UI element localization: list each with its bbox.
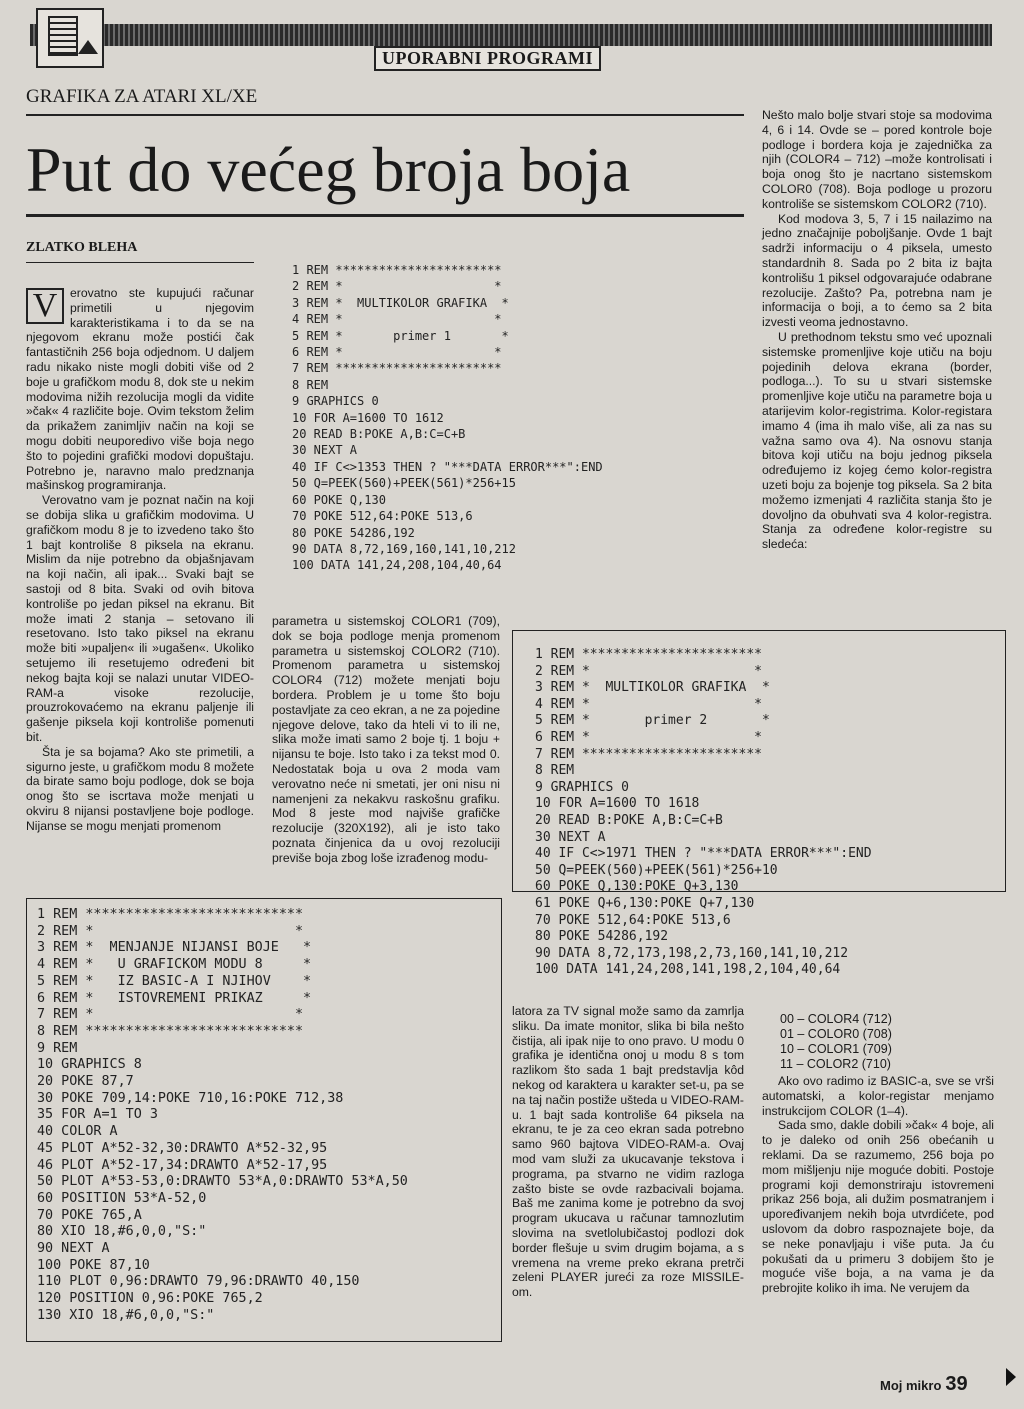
article-column-2 [272, 614, 500, 866]
rule [26, 262, 254, 263]
paragraph: Ako ovo radimo iz BASIC-a, sve se vrši automatski, a kolor-registar menjamo instrukcijom COLOR (1–4). [762, 1074, 994, 1118]
paragraph: Sada smo, dakle dobili »čak« 4 boje, ali to je daleko od onih 256 obećanih u reklami. Da se razumemo, 256 boja po mom mišljenju nije moguće dobiti. Postoje programi koji demonstriraju istovremeni prikaz 256 boja, ali dužim posmatranjem i upoređivanjem nekih boja utvrdićete, pod uslovom da dobro raspoznajete boje, da se neke ponavljaju i više puta. Ja ću pokušati da u primeru 3 dobijem što je moguće više boja, a na vama je da prebrojite koliko ih ima. Ne verujem da [762, 1118, 994, 1296]
paragraph: U prethodnom tekstu smo već upoznali sistemske promenljive koje utiču na boju pojedinih delova ekrana (border, podloga...). To su u stvari sistemske promenljive koje utiču na parametre boja u atarijevim kolor-registrima. Kolor-registara imamo 4 (ima ih malo više, ali za nas su važna samo ova 4). Na osnovu stanja bitova koji utiču na boju jednog piksela određujemo iz kojeg ćemo kolor-registra uzeti boju za bojenje tog piksela. Sa 2 bita možemo izmenjati 4 različita stanja što je dovoljno da obuhvati sva 4 kolor-registra. Stanja za određene kolor-registre su sledeća: [762, 329, 992, 552]
page-number: 39 [945, 1373, 968, 1395]
color-register-item: 10 – COLOR1 (709) [780, 1042, 892, 1056]
article-column-3 [762, 108, 992, 552]
paragraph: erovatno ste kupujući računar primetili u njegovim karakteristikama i to da se na njegovom ekranu može postići čak fantastičnih 256 boja odjednom. U daljem radu nikako niste mogli dobiti više od 2 boje u grafičkom modu 8, dok ste u nekim modovima nižih rezolucija mogli da vidite »čak« 4 različite boje. Ovim tekstom želim da prikažem zanimljiv način na koji se mogu dobiti neuporedivo više boja nego što to pojedini grafički modovi dopuštaju. Potrebno je, naravno malo predznanja mašinskog programiranja. [26, 286, 254, 493]
paragraph: Kod modova 3, 5, 7 i 15 nailazimo na jedno značajnije poboljšanje. Ovde 1 bajt sadrži informaciju o 4 piksela, umesto standardnih 8. Sada po 2 bita iz bajta kontrolišu 1 piksel odgovarajuće odabrane rezolucije. Zašto? Pa, potrebna nam je informacija o boji, a to ćemo sa 2 bita izvesti veoma jednostavno. [762, 211, 992, 330]
continue-arrow-icon [1006, 1368, 1016, 1386]
article-column-4 [512, 1004, 744, 1300]
code-listing-primer-2: 1 REM *********************** 2 REM * * 3 REM * MULTIKOLOR GRAFIKA * 4 REM * * 5 REM * primer 2 * 6 REM * * 7 REM *********************** 8 REM 9 GRAPHICS 0 10 FOR A=1600 TO 1618 20 READ B:POKE A,B:C=C+B 30 NEXT A 40 IF C<>1971 THEN ? "***DATA ERROR***":END 50 Q=PEEK(560)+PEEK(561)*256+10 60 POKE Q,130:POKE Q+3,130 61 POKE Q+6,130:POKE Q+7,130 70 POKE 512,64:POKE 513,6 80 POKE 54286,192 90 DATA 8,72,173,198,2,73,160,141,10,212 100 DATA 141,24,208,141,198,2,104,40,64 [535, 647, 872, 978]
paragraph: Verovatno vam je poznat način na koji se dobija slika u grafičkim modovima. U grafičkom modu 8 je to izvedeno tako što 1 bajt kontroliše 8 piksela na ekranu. Mislim da nije potrebno da objašnjavam na koji način, ali ipak... Svaki bajt se sastoji od 8 bita. Svaki od ovih bitova kontroliše po jedan piksel na ekranu. Bit može imati 2 stanja – setovano ili resetovano. Isto tako piksel na ekranu može biti »upaljen« ili »ugašen«. Ukoliko setujemo ili resetujemo određeni bit nekog bajta koji se nalazi unutar VIDEO-RAM-a visoke rezolucije, prouzrokovaćemo na ekranu paljenje ili gašenje piksela koji kontroliše pomenuti bit. [26, 493, 254, 744]
paragraph: parametra u sistemskoj COLOR1 (709), dok se boja podloge menja promenom parametra u sistemskoj COLOR2 (710). Promenom parametra u sistemskoj COLOR4 (712) možete menjati boju bordera. Problem je u tome što boju postavljate za ceo ekran, a ne za pojedine njegove delove, tako da hteli vi to ili ne, slika može imati samo 2 boje tj. 1 boju + nijansu te boje. Isto tako i za tekst mod 0. Nedostatak boja u ova 2 moda vam verovatno neće ni smetati, jer oni nisu ni namenjeni za nekakvu raskošnu grafiku. Mod 8 jeste mod najviše grafičke rezolucije (320X192), ali je isto tako poznata činjenica da u ovoj rezoluciji previše boja zbog loše izrađenog modu- [272, 614, 500, 865]
color-register-item: 11 – COLOR2 (710) [780, 1057, 891, 1071]
author: ZLATKO BLEHA [26, 240, 138, 255]
section-logo [36, 8, 104, 68]
code-listing-primer-1: 1 REM *********************** 2 REM * * 3 REM * MULTIKOLOR GRAFIKA * 4 REM * * 5 REM * primer 1 * 6 REM * * 7 REM *********************** 8 REM 9 GRAPHICS 0 10 FOR A=1600 TO 1612 20 READ B:POKE A,B:C=C+B 30 NEXT A 40 IF C<>1353 THEN ? "***DATA ERROR***":END 50 Q=PEEK(560)+PEEK(561)*256+15 60 POKE Q,130 70 POKE 512,64:POKE 513,6 80 POKE 54286,192 90 DATA 8,72,169,160,141,10,212 100 DATA 141,24,208,104,40,64 [292, 263, 603, 573]
color-register-item: 00 – COLOR4 (712) [780, 1012, 892, 1026]
color-register-item: 01 – COLOR0 (708) [780, 1027, 892, 1041]
code-listing-nijanse: 1 REM *************************** 2 REM * * 3 REM * MENJANJE NIJANSI BOJE * 4 REM * U GRAFICKOM MODU 8 * 5 REM * IZ BASIC-A I NJIHOV * 6 REM * ISTOVREMENI PRIKAZ * 7 REM * * 8 REM *************************** 9 REM 10 GRAPHICS 8 20 POKE 87,7 30 POKE 709,14:POKE 710,16:POKE 712,38 35 FOR A=1 TO 3 40 COLOR A 45 PLOT A*52-32,30:DRAWTO A*52-32,95 46 PLOT A*52-17,34:DRAWTO A*52-17,95 50 PLOT A*53-53,0:DRAWTO 53*A,0:DRAWTO 53*A,50 60 POSITION 53*A-52,0 70 POKE 765,A 80 XIO 18,#6,0,0,"S:" 90 NEXT A 100 POKE 87,10 110 PLOT 0,96:DRAWTO 79,96:DRAWTO 40,150 120 POSITION 0,96:POKE 765,2 130 XIO 18,#6,0,0,"S:" [37, 907, 408, 1323]
kicker: GRAFIKA ZA ATARI XL/XE [26, 86, 258, 107]
header-decor-bar [30, 24, 992, 46]
paragraph: Nešto malo bolje stvari stoje sa modovima 4, 6 i 14. Ovde se – pored kontrole boje podloge i bordera koja je zajednička za njih (COLOR4 – 712) –može kontrolisati i boja onog što je nacrtano sistemskom COLOR0 (708). Boja podloge u prozoru kontroliše se sistemskom COLOR2 (710). [762, 108, 992, 211]
paragraph: Šta je sa bojama? Ako ste primetili, a sigurno jeste, u grafičkom modu 8 možete da birate samo boju podloge, dok se boja onog što se iscrtava može menjati u okviru 8 nijansi postavljene boje podloge. Nijanse se mogu menjati promenom [26, 744, 254, 833]
headline: Put do većeg broja boja [26, 134, 631, 205]
article-column-1 [26, 286, 254, 833]
rule [26, 214, 744, 217]
page-footer [880, 1373, 968, 1396]
dropcap: V [26, 288, 64, 324]
code-listing-box-2 [512, 630, 1006, 978]
code-listing-box-3 [26, 898, 502, 1342]
color-register-list [780, 1012, 990, 1072]
paragraph: latora za TV signal može samo da zamrlja sliku. Da imate monitor, slika bi bila nešto čistija, ali ipak nije to ono pravo. U modu 0 grafika je identična onoj u modu 8 s tom razlikom što sada 1 bajt predstavlja kôd nekog od karaktera u karakter set-u, pa se na taj način postiže ušteda u VIDEO-RAM-u. 1 bajt sada kontroliše 64 piksela na ekranu, te je za ceo ekran sada potrebno samo 960 bajtova VIDEO-RAM-a. Ovaj mod vam služi za ukucavanje tekstova i programa, pa stvarno ne vidim razloga zašto biste se ovde razbacivali bojama. Baš me zanima kome je potrebno da svoj program ukucava u računar tamnozlutim slovima na svetlolubičastoj podlozi dok border flešuje u svim drugim bojama, a s vremena na vreme preko ekrana pretrči zeleni PLAYER jureći za roze MISSILE-om. [512, 1004, 744, 1300]
section-label: UPORABNI PROGRAMI [374, 46, 601, 71]
magazine-name: Moj mikro [880, 1378, 942, 1393]
rule [26, 114, 744, 116]
article-column-5 [762, 1074, 994, 1296]
